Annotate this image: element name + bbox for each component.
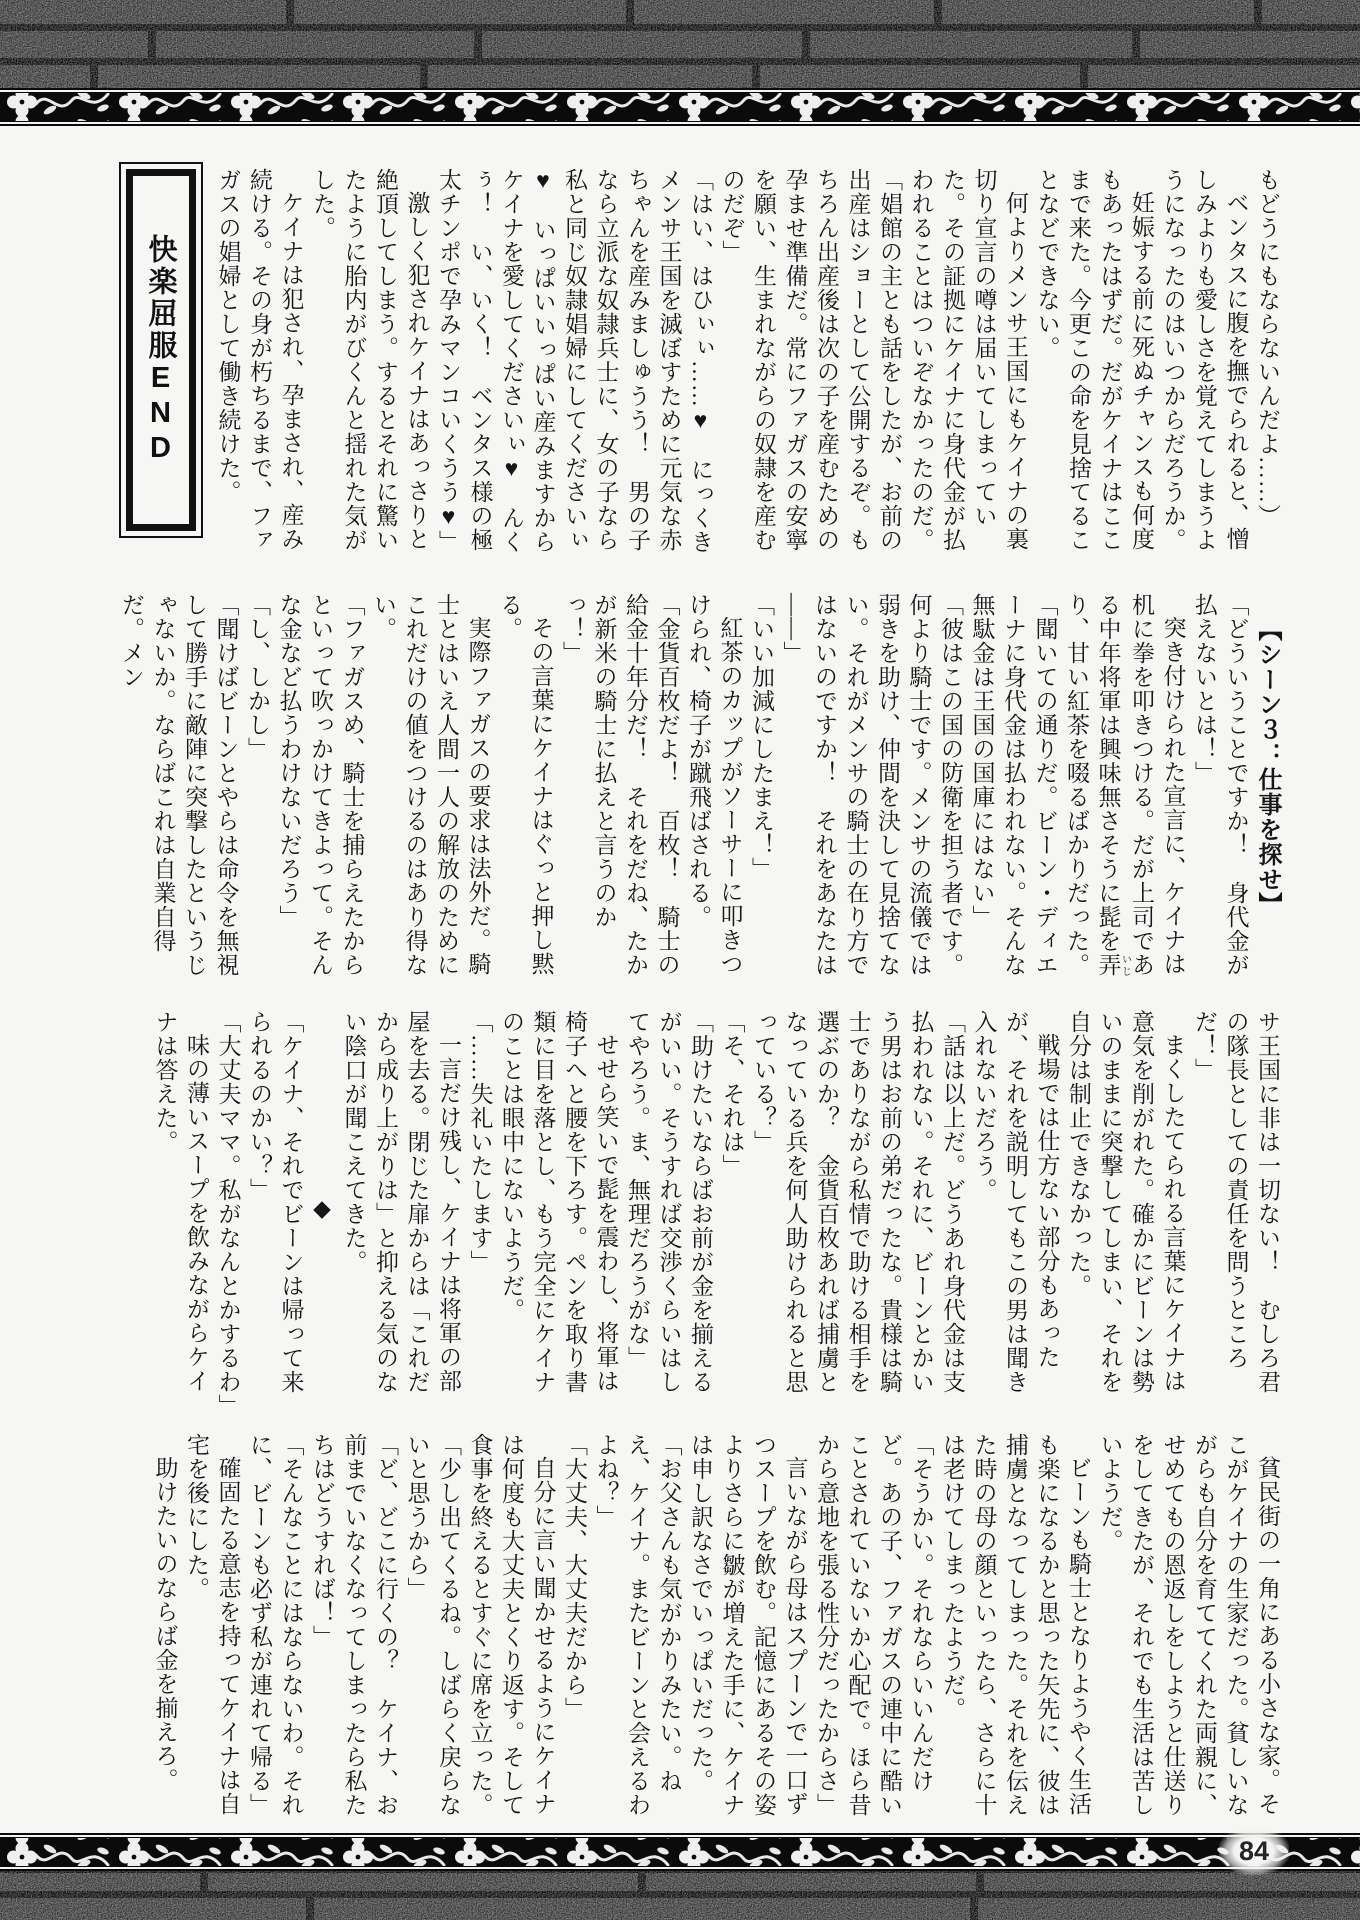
paragraph: 「そんなことにはならないわ。それに、ビーンも必ず私が連れて帰る」 (247, 1433, 304, 1817)
paragraph: 妊娠する前に死ぬチャンスも何度もあったはずだ。だがケイナはここまで来た。今更この命を見捨てることなどできない。 (1034, 168, 1154, 552)
paragraph: 「はい、はひぃぃ……♥ にっくきメンサ王国を滅ぼすために元気な赤ちゃんを産みましゅうう！ 男の子なら立派な奴隷兵士に、女の子なら私と同じ奴隷娼婦にしてくださいぃ♥ いっぱいいっぱい産みますからケイナを愛してくださいぃ♥ んくぅ！ い、いく！ ベンタス様の極太チンポで孕みマンコいくうう♥」 (436, 168, 713, 554)
paragraph: 「ど、どこに行くの？ ケイナ、お前までいなくなってしまったら私たちはどうすれば！」 (310, 1433, 398, 1817)
paragraph: 突き付けられた宣言に、ケイナは机に拳を叩きつける。だが上司である中年将軍は興味無さそうに髭を弄 いじり、甘い紅茶を啜るばかりだった。 (1064, 593, 1186, 977)
paragraph: 戦場では仕方ない部分もあったが、それを説明してもこの男は聞き入れないだろう。 (971, 1010, 1060, 1394)
paragraph: 「彼はこの国の防衛を担う者です。何より騎士です。メンサの流儀では弱きを助け、仲間を決して見捨てない。それがメンサの騎士の在り方ではないのですか！ それをあなたは――」 (780, 593, 963, 977)
paragraph: 確固たる意志を持ってケイナは自宅を後にした。 (184, 1433, 241, 1816)
paragraph: 「話は以上だ。どうあれ身代金は支払われない。それに、ビーンとかいう男はお前の弟だったな。貴様は騎士でありながら私情で助ける相手を選ぶのか？ 金貨百枚あれば捕虜となっている兵を何人助けられると思っている？」 (751, 1010, 965, 1394)
paragraph: サ王国に非は一切ない！ むしろ君の隊長としての責任を問うところだ！」 (1192, 1010, 1280, 1394)
paragraph: 紅茶のカップがソーサーに叩きつけられ、椅子が蹴飛ばされる。 (686, 593, 743, 976)
scene-header: 【シーン３：仕事を探せ】 (1254, 617, 1281, 917)
paragraph: ベンタスに腹を撫でられると、憎しみよりも愛しさを覚えてしまうようになったのはいつからだろうか。 (1160, 168, 1249, 552)
paragraph: 「少し出てくるね。しばらく戻らないと思うから」 (404, 1433, 461, 1817)
ending-title-text: 快楽屈服END (144, 233, 177, 467)
floral-border-top (0, 88, 1360, 126)
paragraph: まくしたてられる言葉にケイナは意気を削がれた。確かにビーンは勢いのままに突撃してしまい、それを自分は制止できなかった。 (1066, 1010, 1186, 1394)
text-band-3 (152, 1010, 1283, 1418)
paragraph: 「そ、それは」 (719, 1010, 745, 1178)
paragraph: 「そうかい。それならいいんだけど。あの子、ファガスの連中に酷いことされていないか心配で。ほら昔から意地を張る性分だったからさ」 (814, 1433, 934, 1817)
text-band-2 (119, 593, 1283, 985)
paragraph: 何よりメンサ王国にもケイナの裏切り宣言の噂は届いてしまっていた。その証拠にケイナに身代金が払われることはついぞなかったのだ。 (908, 168, 1028, 552)
paragraph: 味の薄いスープを飲みながらケイナは答えた。 (152, 1010, 209, 1393)
paragraph: その言葉にケイナはぐっと押し黙る。 (497, 593, 554, 976)
paragraph: 「どういうことですか！ 身代金が払えないとは！」 (1192, 593, 1249, 977)
paragraph: 「聞けばビーンとやらは命令を無視して勝手に敵陣に突撃したというじゃないか。ならばこれは自業自得だ。メン (119, 593, 239, 977)
paragraph: 「……失礼いたします」 (467, 1010, 493, 1274)
paragraph: 一言だけ残し、ケイナは将軍の部屋を去る。閉じた扉からは「これだから成り上がりは」と抑える気のない陰口が聞こえてきた。 (341, 1010, 461, 1394)
paragraph: 助けたいのならば金を揃えろ。 (152, 1456, 178, 1792)
paragraph: 「大丈夫、大丈夫だから」 (562, 1433, 587, 1721)
paragraph: ビーンも騎士となりようやく生活も楽になるかと思った矢先に、彼は捕虜となってしまった。それを伝えた時の母の顔といったら、さらに十は老けてしまったようだ。 (940, 1433, 1091, 1817)
paragraph: せせら笑いで髭を震わし、将軍は椅子へと腰を下ろす。ペンを取り書類に目を落とし、もう完全にケイナのことは眼中にないようだ。 (499, 1010, 619, 1394)
paragraph: 激しく犯されケイナはあっさりと絶頂してしまう。するとそれに驚いたように胎内がびくんと揺れた気がした。 (310, 168, 430, 552)
paragraph: 「金貨百枚だよ！ 百枚！ 騎士の給金十年分だ！ それをだね、たかが新米の騎士に払えと言うのかっ！」 (560, 593, 680, 977)
page-number-text: 84 (1238, 1835, 1270, 1866)
paragraph: 「いい加減にしたまえ！」 (749, 593, 774, 881)
paragraph: 「大丈夫ママ。私がなんとかするわ」 (215, 1010, 241, 1418)
scene-separator: ◆ (310, 1195, 335, 1223)
brick-border-top (0, 0, 1360, 88)
paragraph: もどうにもならないんだよ……） (1255, 168, 1280, 528)
brick-border-bottom (0, 1871, 1360, 1920)
paragraph: ケイナは犯され、孕まされ、産み続ける。その身が朽ちるまで、ファガスの娼婦として働き続けた。 (215, 168, 304, 552)
text-band-4 (152, 1433, 1283, 1825)
paragraph: 実際ファガスの要求は法外だ。騎士とはいえ人間一人の解放のためにこれだけの値をつけるのはあり得ない。 (371, 593, 491, 977)
text-band-1 (173, 168, 1283, 560)
paragraph: 「聞いての通りだ。ビーン・ディエーナに身代金は払われない。そんな無駄金は王国の国庫にはない」 (969, 593, 1058, 977)
paragraph: 貧民街の一角にある小さな家。そこがケイナの生家だった。貧しいながらも自分を育ててくれた両親に、せめてもの恩返しをしようと仕送りをしてきたが、それでも生活は苦しいようだ。 (1097, 1433, 1280, 1817)
page-number (1219, 1827, 1289, 1875)
paragraph: 「娼館の主とも話をしたが、お前の出産はショーとして公開するぞ。もちろん出産後は次の子を産むための孕ませ準備だ。常にファガスの安寧を願い、生まれながらの奴隷を産むのだぞ」 (719, 168, 902, 552)
paragraph: 言いながら母はスプーンで一口ずつスープを飲む。記憶にあるその姿よりさらに皺が増えた手に、ケイナは申し訳なさでいっぱいだった。 (688, 1433, 808, 1817)
paragraph: 「お父さんも気がかりみたい。ねえ、ケイナ。またビーンと会えるわよね？」 (593, 1433, 682, 1817)
paragraph: 自分に言い聞かせるようにケイナは何度も大丈夫とくり返す。そして食事を終えるとすぐに席を立った。 (467, 1433, 556, 1817)
paragraph: 「ケイナ、それでビーンは帰って来られるのかい？」 (247, 1010, 304, 1394)
paragraph: 「ファガスめ、騎士を捕らえたからといって吹っかけてきよって。そんな金など払うわけないだろう」 (276, 593, 365, 977)
paragraph: 「し、しかし」 (245, 593, 270, 761)
paragraph: 「助けたいならばお前が金を揃えるがいい。そうすれば交渉くらいはしてやろう。ま、無理だろうがな」 (625, 1010, 713, 1394)
floral-border-bottom (0, 1833, 1360, 1871)
